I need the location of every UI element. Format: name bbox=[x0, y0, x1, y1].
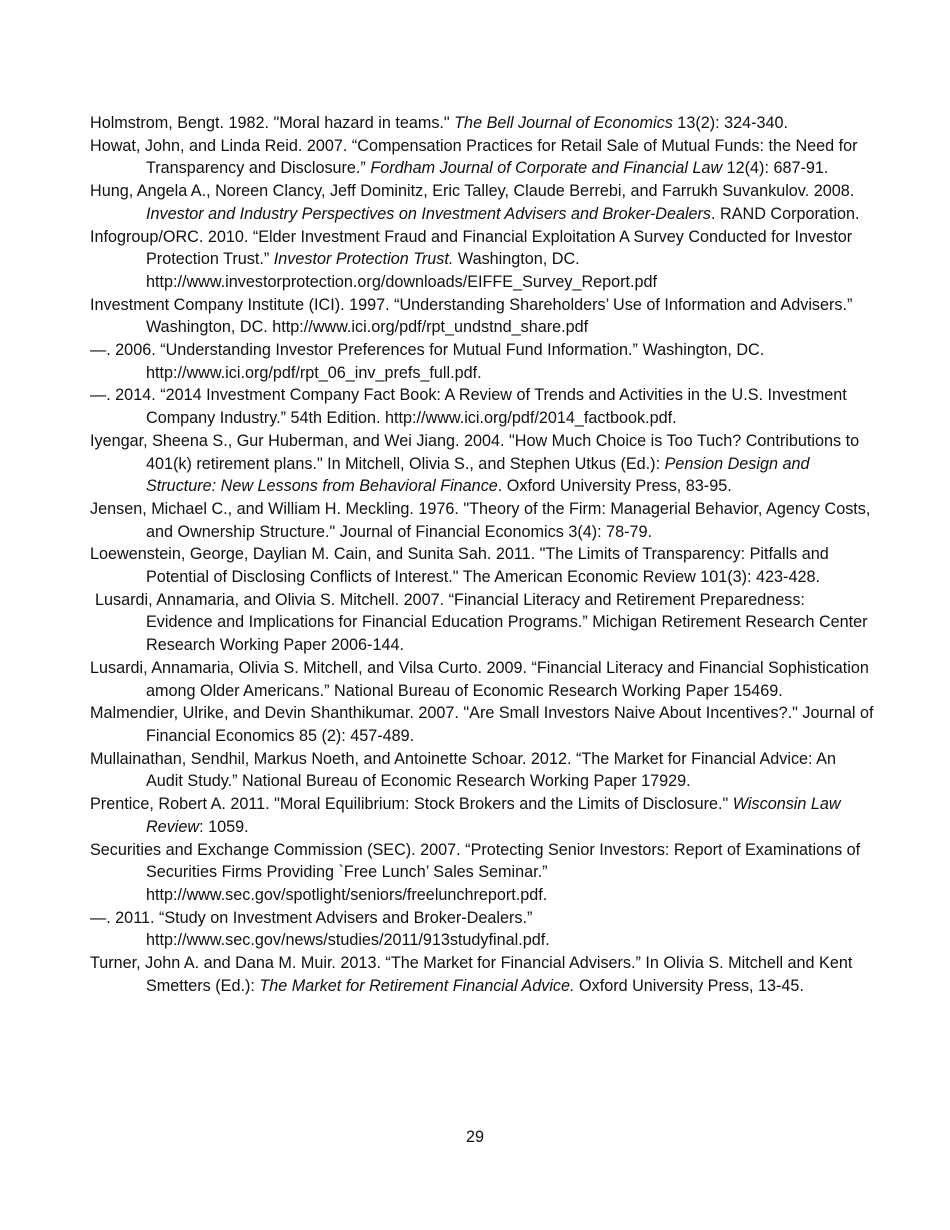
reference-text: Turner, John A. and Dana M. Muir. 2013. “The Market for Financial Advisers.” In Olivia S. Mitchell and Kent Smetters (Ed.): bbox=[90, 954, 853, 995]
reference-text: —. 2006. “Understanding Investor Preferences for Mutual Fund Information.” Washington, DC. http://www.ici.org/pdf/rpt_06_inv_prefs_full.pdf. bbox=[90, 341, 765, 382]
reference-entry bbox=[90, 498, 875, 543]
reference-text: Holmstrom, Bengt. 1982. "Moral hazard in teams." bbox=[90, 114, 455, 132]
reference-text: Hung, Angela A., Noreen Clancy, Jeff Dominitz, Eric Talley, Claude Berrebi, and Farrukh Suvankulov. 2008. bbox=[90, 182, 855, 201]
reference-title-italic: Wisconsin Law Review bbox=[146, 795, 841, 836]
reference-entry bbox=[90, 793, 875, 838]
reference-entry bbox=[90, 339, 875, 384]
reference-title-italic: Fordham Journal of Corporate and Financial Law bbox=[370, 159, 723, 178]
reference-entry bbox=[90, 430, 875, 498]
reference-text: . Oxford University Press, 83-95. bbox=[497, 477, 732, 496]
reference-text: . RAND Corporation. bbox=[711, 204, 860, 223]
reference-entry bbox=[90, 702, 875, 747]
reference-entry bbox=[90, 657, 875, 702]
reference-entry bbox=[90, 294, 875, 339]
reference-entry bbox=[90, 839, 875, 907]
reference-text: Investment Company Institute (ICI). 1997. “Understanding Shareholders’ Use of Information and Advisers.” Washington, DC. http://www.ici.org/pdf/rpt_undstnd_share.pdf bbox=[90, 295, 853, 337]
reference-title-italic: Pension Design and Structure: New Lessons from Behavioral Finance bbox=[146, 454, 810, 496]
reference-text: Infogroup/ORC. 2010. “Elder Investment Fraud and Financial Exploitation A Survey Conducted for Investor Protection Trust.” bbox=[90, 227, 853, 269]
reference-text: Oxford University Press, 13-45. bbox=[574, 976, 804, 995]
reference-entry bbox=[90, 180, 875, 225]
reference-entry bbox=[90, 589, 875, 657]
reference-text: Iyengar, Sheena S., Gur Huberman, and Wei Jiang. 2004. "How Much Choice is Too Tuch? Contributions to 401(k) retirement plans." In Mitchell, Olivia S., and Stephen Utkus (Ed.): bbox=[90, 431, 860, 473]
reference-title-italic: Investor Protection Trust. bbox=[273, 250, 454, 269]
reference-entry bbox=[90, 384, 875, 429]
reference-text: : 1059. bbox=[199, 817, 249, 836]
reference-title-italic: Investor and Industry Perspectives on Investment Advisers and Broker-Dealers bbox=[146, 204, 712, 223]
reference-entry bbox=[90, 748, 875, 793]
reference-text: Malmendier, Ulrike, and Devin Shanthikumar. 2007. "Are Small Investors Naive About Incentives?." Journal of Financial Economics 85 (2): 457-489. bbox=[90, 704, 874, 745]
page-number: 29 bbox=[465, 1128, 484, 1146]
reference-text: Loewenstein, George, Daylian M. Cain, and Sunita Sah. 2011. "The Limits of Transparency: Pitfalls and Potential of Disclosing Conflicts of Interest." The American Economic Review 101(3): 423-428. bbox=[90, 545, 829, 587]
reference-text: Howat, John, and Linda Reid. 2007. “Compensation Practices for Retail Sale of Mutual Funds: the Need for Transparency and Disclosure.” bbox=[90, 136, 858, 178]
reference-title-italic: The Bell Journal of Economics bbox=[454, 114, 673, 132]
reference-entry bbox=[90, 907, 875, 952]
reference-text: 12(4): 687-91. bbox=[722, 159, 829, 178]
reference-text: Mullainathan, Sendhil, Markus Noeth, and Antoinette Schoar. 2012. “The Market for Financial Advice: An Audit Study.” National Bureau of Economic Research Working Paper 17929. bbox=[90, 749, 836, 791]
reference-entry bbox=[90, 952, 875, 997]
reference-text: Securities and Exchange Commission (SEC). 2007. “Protecting Senior Investors: Report of Examinations of Securities Firms Providing `Free Lunch’ Sales Seminar.” http://www.sec.gov/spotlight/seniors/freelunchreport.pdf. bbox=[90, 840, 861, 904]
reference-text: Jensen, Michael C., and William H. Meckling. 1976. "Theory of the Firm: Managerial Behavior, Agency Costs, and Ownership Structure." Journal of Financial Economics 3(4): 78-79. bbox=[90, 499, 871, 541]
reference-text: —. 2014. “2014 Investment Company Fact Book: A Review of Trends and Activities in the U.S. Investment Company Industry.” 54th Edition. http://www.ici.org/pdf/2014_factbook.pdf. bbox=[90, 386, 847, 428]
reference-text: 13(2): 324-340. bbox=[672, 114, 788, 132]
reference-text: Lusardi, Annamaria, Olivia S. Mitchell, and Vilsa Curto. 2009. “Financial Literacy and Financial Sophistication among Older Americans.” National Bureau of Economic Research Working Paper 15469. bbox=[90, 658, 869, 700]
reference-title-italic: The Market for Retirement Financial Advice. bbox=[259, 976, 575, 995]
reference-entry bbox=[90, 112, 875, 135]
reference-list bbox=[90, 112, 875, 997]
reference-text: Lusardi, Annamaria, and Olivia S. Mitchell. 2007. “Financial Literacy and Retirement Preparedness: Evidence and Implications for Financial Education Programs.” Michigan Retirement Research Center Research Working Paper 2006-144. bbox=[95, 590, 868, 655]
reference-entry bbox=[90, 543, 875, 588]
reference-text: —. 2011. “Study on Investment Advisers and Broker-Dealers.” http://www.sec.gov/news/studies/2011/913studyfinal.pdf. bbox=[90, 908, 550, 950]
reference-entry bbox=[90, 135, 875, 180]
reference-entry bbox=[90, 226, 875, 294]
reference-text: Prentice, Robert A. 2011. "Moral Equilibrium: Stock Brokers and the Limits of Disclosure." bbox=[90, 795, 733, 814]
reference-text: Washington, DC. http://www.investorprotection.org/downloads/EIFFE_Survey_Report.pdf bbox=[146, 250, 658, 291]
